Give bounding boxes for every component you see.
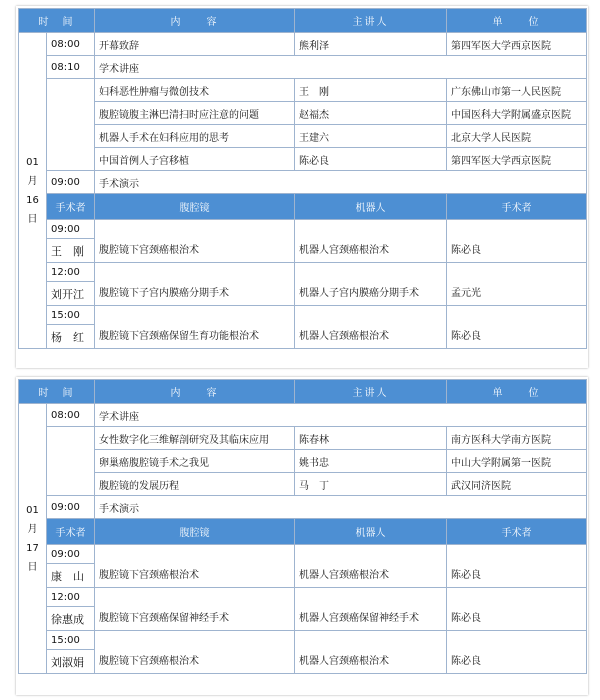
- surgery-time-row: [19, 545, 587, 564]
- surgery-surgeon-2: 孟元光: [447, 263, 587, 306]
- row-content: 学术讲座: [95, 56, 587, 79]
- date-month-part: 月: [27, 523, 38, 535]
- header-surgeon: 手术者: [47, 519, 95, 545]
- row-unit: 北京大学人民医院: [447, 125, 587, 148]
- date-day-suffix: 日: [27, 213, 38, 225]
- header-speaker: 主讲人: [295, 9, 447, 33]
- row-time: 09:00: [47, 171, 95, 194]
- row-unit: 中国医科大学附属盛京医院: [447, 102, 587, 125]
- row-content: 开幕致辞: [95, 33, 295, 56]
- table-row: [19, 473, 587, 496]
- date-day-part: 01: [26, 156, 39, 168]
- row-speaker: 王建六: [295, 125, 447, 148]
- row-time-empty: [47, 427, 95, 496]
- surgery-robot: 机器人宫颈癌根治术: [295, 631, 447, 674]
- header-surgeon: 手术者: [47, 194, 95, 220]
- row-speaker: 姚书忠: [295, 450, 447, 473]
- date-cell: [19, 404, 47, 674]
- header-surgeon-2: 手术者: [447, 519, 587, 545]
- row-content: 机器人手术在妇科应用的思考: [95, 125, 295, 148]
- surgery-surgeon-2: 陈必良: [447, 588, 587, 631]
- row-speaker: 熊利泽: [295, 33, 447, 56]
- surgery-robot: 机器人宫颈癌保留神经手术: [295, 588, 447, 631]
- row-unit: 南方医科大学南方医院: [447, 427, 587, 450]
- surgery-laparoscope: 腹腔镜下宫颈癌根治术: [95, 545, 295, 588]
- table-row: [19, 33, 587, 56]
- surgery-laparoscope: 腹腔镜下宫颈癌根治术: [95, 220, 295, 263]
- row-speaker: 马 丁: [295, 473, 447, 496]
- row-time: 08:00: [47, 404, 95, 427]
- schedule-table-day1: [18, 8, 587, 349]
- row-content: 手术演示: [95, 171, 587, 194]
- row-speaker: 王 刚: [295, 79, 447, 102]
- date-day-suffix: 日: [27, 561, 38, 573]
- header-robot: 机器人: [295, 194, 447, 220]
- surgery-surgeon-2: 陈必良: [447, 545, 587, 588]
- header-laparoscope: 腹腔镜: [95, 519, 295, 545]
- surgery-laparoscope: 腹腔镜下宫颈癌根治术: [95, 631, 295, 674]
- surgery-surgeon-2: 陈必良: [447, 220, 587, 263]
- date-month-part: 月: [27, 175, 38, 187]
- header-laparoscope: 腹腔镜: [95, 194, 295, 220]
- row-unit: 第四军医大学西京医院: [447, 33, 587, 56]
- surgery-time: 09:00: [47, 220, 95, 239]
- row-speaker: 陈春林: [295, 427, 447, 450]
- row-time: 09:00: [47, 496, 95, 519]
- row-unit: 武汉同济医院: [447, 473, 587, 496]
- row-content: 手术演示: [95, 496, 587, 519]
- header-surgeon-2: 手术者: [447, 194, 587, 220]
- row-unit: 第四军医大学西京医院: [447, 148, 587, 171]
- table-row: [19, 450, 587, 473]
- table-row: [19, 56, 587, 79]
- surgery-time: 15:00: [47, 306, 95, 325]
- row-unit: 广东佛山市第一人民医院: [447, 79, 587, 102]
- surgery-time: 15:00: [47, 631, 95, 650]
- row-content: 妇科恶性肿瘤与微创技术: [95, 79, 295, 102]
- surgery-time: 12:00: [47, 263, 95, 282]
- date-cell: [19, 33, 47, 349]
- surgery-time: 09:00: [47, 545, 95, 564]
- row-content: 卵巢癌腹腔镜手术之我见: [95, 450, 295, 473]
- surgery-surgeon: 杨 红: [47, 325, 95, 349]
- table-row: [19, 79, 587, 102]
- surgery-robot: 机器人子宫内膜癌分期手术: [295, 263, 447, 306]
- row-content: 学术讲座: [95, 404, 587, 427]
- row-time: 08:00: [47, 33, 95, 56]
- row-content: 腹腔镜的发展历程: [95, 473, 295, 496]
- table-row: [19, 171, 587, 194]
- surgery-time: 12:00: [47, 588, 95, 607]
- surgery-laparoscope: 腹腔镜下宫颈癌保留生育功能根治术: [95, 306, 295, 349]
- surgery-laparoscope: 腹腔镜下子宫内膜癌分期手术: [95, 263, 295, 306]
- surgery-laparoscope: 腹腔镜下宫颈癌保留神经手术: [95, 588, 295, 631]
- table-row: [19, 496, 587, 519]
- date-number-part: 17: [26, 542, 39, 554]
- table-row: [19, 404, 587, 427]
- surgery-header-row: [19, 519, 587, 545]
- schedule-table-day2: [18, 379, 587, 674]
- row-time-empty: [47, 79, 95, 171]
- surgery-surgeon: 刘开江: [47, 282, 95, 306]
- surgery-time-row: [19, 631, 587, 650]
- surgery-surgeon: 徐惠成: [47, 607, 95, 631]
- header-robot: 机器人: [295, 519, 447, 545]
- date-number-part: 16: [26, 194, 39, 206]
- surgery-robot: 机器人宫颈癌根治术: [295, 220, 447, 263]
- row-time: 08:10: [47, 56, 95, 79]
- table-row: [19, 125, 587, 148]
- header-time: 时 间: [19, 380, 95, 404]
- surgery-time-row: [19, 588, 587, 607]
- header-content: 内 容: [95, 380, 295, 404]
- row-content: 中国首例人子宫移植: [95, 148, 295, 171]
- row-speaker: 赵福杰: [295, 102, 447, 125]
- surgery-time-row: [19, 306, 587, 325]
- surgery-surgeon: 刘淑娟: [47, 650, 95, 674]
- surgery-time-row: [19, 263, 587, 282]
- surgery-surgeon: 王 刚: [47, 239, 95, 263]
- surgery-surgeon-2: 陈必良: [447, 306, 587, 349]
- surgery-surgeon: 康 山: [47, 564, 95, 588]
- surgery-header-row: [19, 194, 587, 220]
- row-content: 女性数字化三维解剖研究及其临床应用: [95, 427, 295, 450]
- table-row: [19, 427, 587, 450]
- header-speaker: 主讲人: [295, 380, 447, 404]
- table-row: [19, 148, 587, 171]
- header-content: 内 容: [95, 9, 295, 33]
- row-unit: 中山大学附属第一医院: [447, 450, 587, 473]
- row-content: 腹腔镜腹主淋巴清扫时应注意的问题: [95, 102, 295, 125]
- row-speaker: 陈必良: [295, 148, 447, 171]
- date-day-part: 01: [26, 504, 39, 516]
- header-unit: 单 位: [447, 9, 587, 33]
- surgery-surgeon-2: 陈必良: [447, 631, 587, 674]
- table-header-row: [19, 380, 587, 404]
- surgery-robot: 机器人宫颈癌根治术: [295, 545, 447, 588]
- header-unit: 单 位: [447, 380, 587, 404]
- table-header-row: [19, 9, 587, 33]
- header-time: 时 间: [19, 9, 95, 33]
- surgery-time-row: [19, 220, 587, 239]
- table-row: [19, 102, 587, 125]
- surgery-robot: 机器人宫颈癌根治术: [295, 306, 447, 349]
